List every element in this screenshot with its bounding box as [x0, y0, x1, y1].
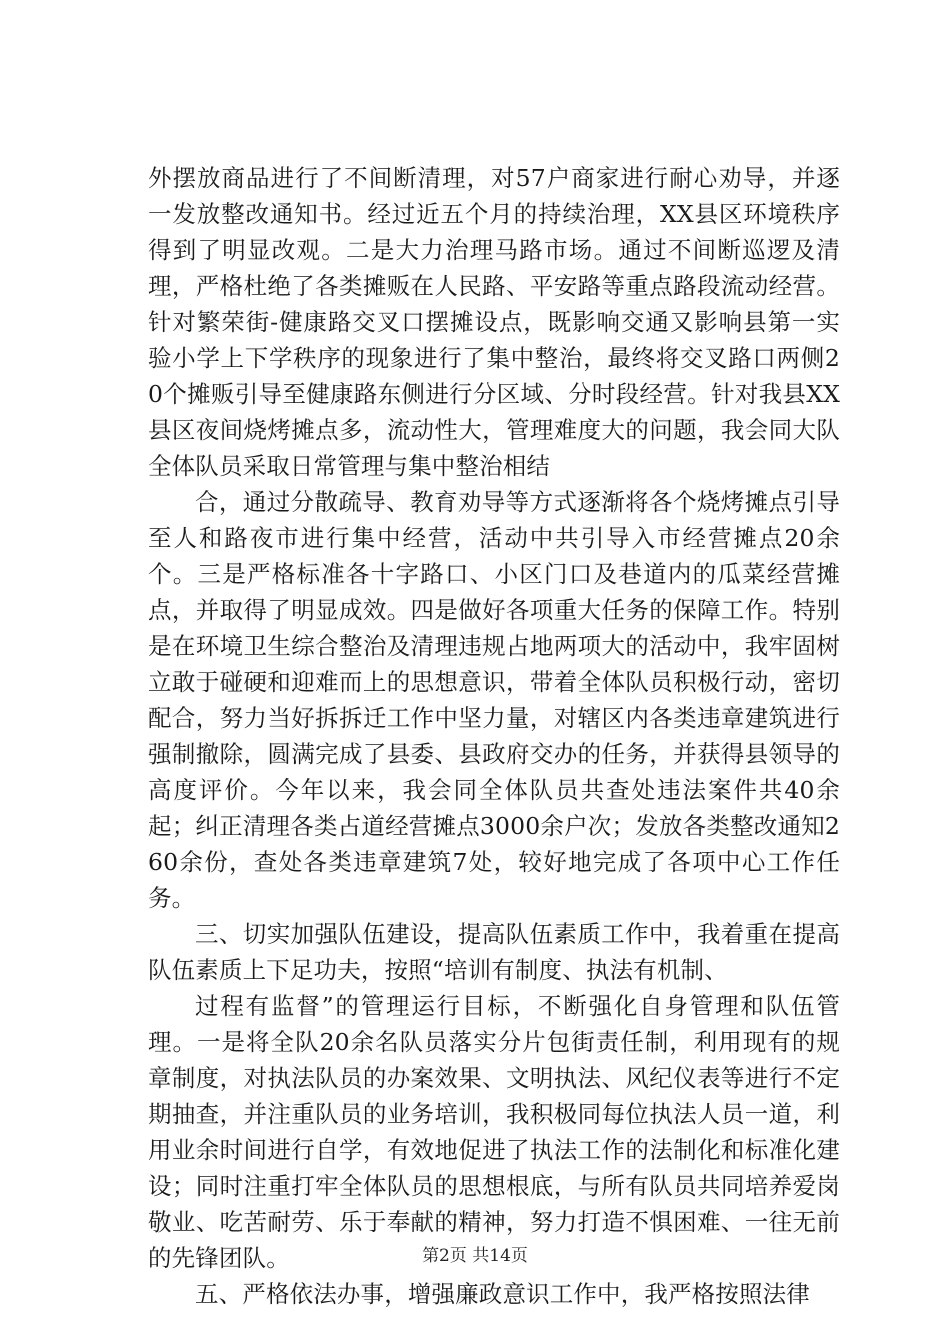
page-footer: 第2页 共14页 [422, 1246, 528, 1266]
paragraph: 三、切实加强队伍建设，提高队伍素质工作中，我着重在提高队伍素质上下足功夫，按照“培训有制度、执法有机制、 [148, 920, 840, 984]
paragraph: 外摆放商品进行了不间断清理，对57户商家进行耐心劝导，并逐一发放整改通知书。经过近五个月的持续治理，XX县区环境秩序得到了明显改观。二是大力治理马路市场。通过不间断巡逻及清理，严格杜绝了各类摊贩在人民路、平安路等重点路段流动经营。针对繁荣街-健康路交叉口摆摊设点，既影响交通又影响县第一实验小学上下学秩序的现象进行了集中整治，最终将交叉路口两侧20个摊贩引导至健康路东侧进行分区域、分时段经营。针对我县XX县区夜间烧烤摊点多，流动性大，管理难度大的问题，我会同大队全体队员采取日常管理与集中整治相结 [148, 164, 840, 480]
document-body [148, 160, 840, 1312]
paragraph: 过程有监督”的管理运行目标，不断强化自身管理和队伍管理。一是将全队20余名队员落实分片包街责任制，利用现有的规章制度，对执法队员的办案效果、文明执法、风纪仪表等进行不定期抽查，并注重队员的业务培训，我积极同每位执法人员一道，利用业余时间进行自学，有效地促进了执法工作的法制化和标准化建设；同时注重打牢全体队员的思想根底，与所有队员共同培养爱岗敬业、吃苦耐劳、乐于奉献的精神，努力打造不惧困难、一往无前的先锋团队。 [148, 992, 840, 1272]
paragraph: 合，通过分散疏导、教育劝导等方式逐渐将各个烧烤摊点引导至人和路夜市进行集中经营，活动中共引导入市经营摊点20余个。三是严格标准各十字路口、小区门口及巷道内的瓜菜经营摊点，并取得了明显成效。四是做好各项重大任务的保障工作。特别是在环境卫生综合整治及清理违规占地两项大的活动中，我牢固树立敢于碰硬和迎难而上的思想意识，带着全体队员积极行动，密切配合，努力当好拆拆迁工作中坚力量，对辖区内各类违章建筑进行强制撤除，圆满完成了县委、县政府交办的任务，并获得县领导的高度评价。今年以来，我会同全体队员共查处违法案件共40余起；纠正清理各类占道经营摊点3000余户次；发放各类整改通知260余份，查处各类违章建筑7处，较好地完成了各项中心工作任务。 [148, 488, 840, 912]
paragraph: 五、严格依法办事，增强廉政意识工作中，我严格按照法律 [195, 1280, 810, 1308]
